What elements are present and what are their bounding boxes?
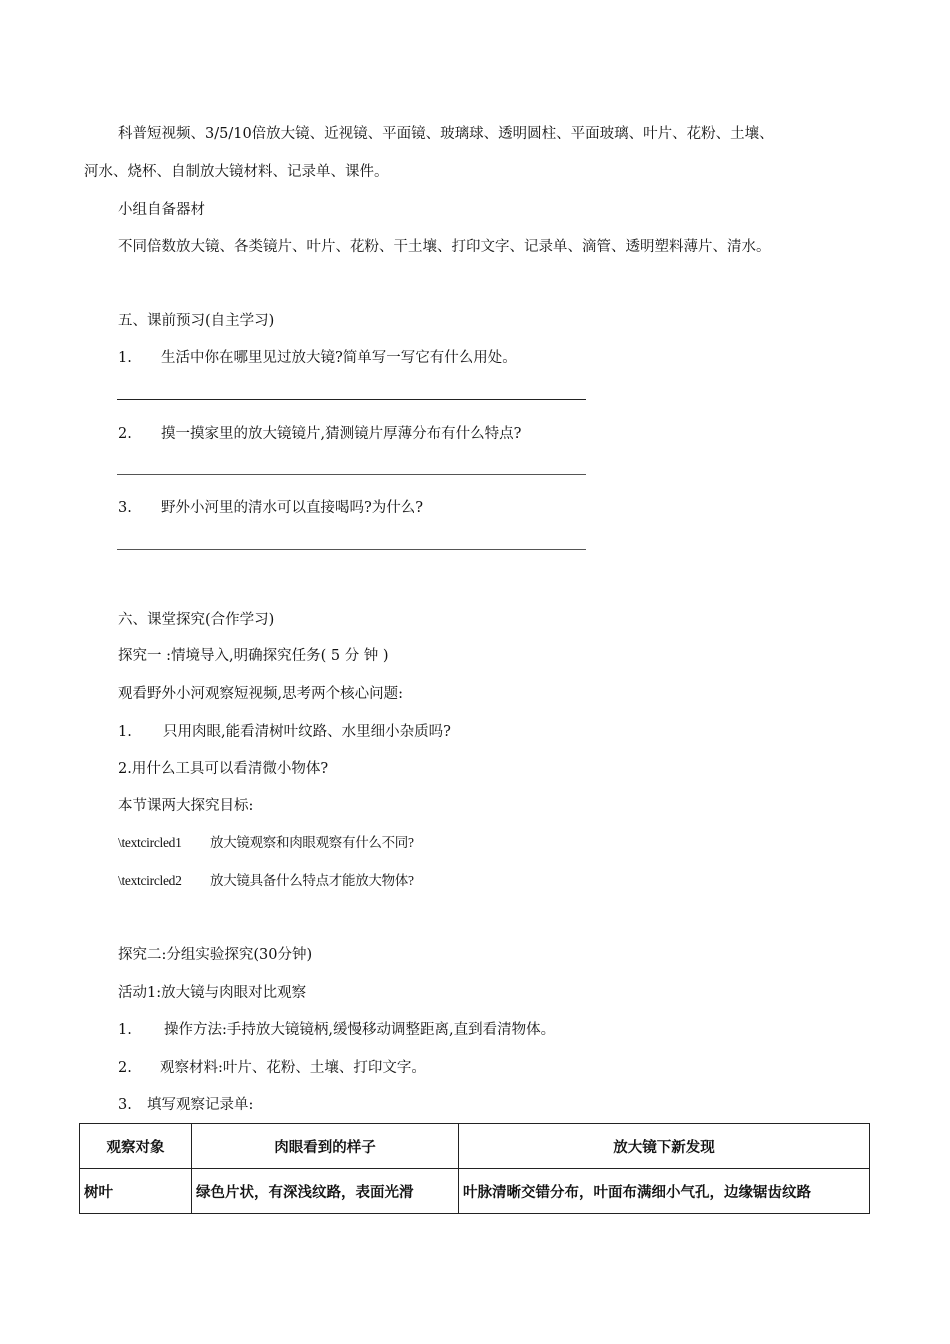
step-1-number: 1.: [118, 1022, 132, 1038]
table-header-row: [80, 1124, 870, 1169]
materials-line-1: 科普短视频、3/5/10倍放大镜、近视镜、平面镜、玻璃球、透明圆柱、平面玻璃、叶片、花粉、土壤、: [118, 126, 774, 142]
step-3-text: 填写观察记录单:: [147, 1097, 254, 1113]
inquiry-part1-title: 探究一 :情境导入,明确探究任务( 5 分 钟 ): [118, 648, 389, 664]
cell-object[interactable]: 树叶: [80, 1169, 192, 1214]
header-naked-eye: 肉眼看到的样子: [192, 1124, 459, 1169]
core-question-1-number: 1.: [118, 724, 132, 740]
goal-1-marker: \textcircled1: [118, 835, 182, 850]
inquiry-heading: 六、课堂探究(合作学习): [118, 612, 275, 628]
step-2-text: 观察材料:叶片、花粉、土壤、打印文字。: [160, 1060, 426, 1076]
step-3-number: 3.: [118, 1097, 132, 1113]
materials-line-2: 河水、烧杯、自制放大镜材料、记录单、课件。: [84, 164, 389, 180]
preview-q3-number: 3.: [118, 500, 132, 516]
preview-q1-number: 1.: [118, 350, 132, 366]
preview-q2-number: 2.: [118, 426, 132, 442]
answer-line-1[interactable]: [117, 399, 586, 400]
answer-line-3[interactable]: [117, 549, 586, 550]
table-row: [80, 1169, 870, 1214]
inquiry-part1-intro: 观看野外小河观察短视频,思考两个核心问题:: [118, 686, 403, 702]
cell-naked-eye[interactable]: 绿色片状，有深浅纹路，表面光滑: [192, 1169, 459, 1214]
step-1-text: 操作方法:手持放大镜镜柄,缓慢移动调整距离,直到看清物体。: [164, 1022, 556, 1038]
cell-magnifier[interactable]: 叶脉清晰交错分布，叶面布满细小气孔，边缘锯齿纹路: [459, 1169, 870, 1214]
core-question-2: 2.用什么工具可以看清微小物体?: [118, 761, 329, 777]
observation-record-table: [79, 1123, 870, 1214]
preview-q3-text: 野外小河里的清水可以直接喝吗?为什么?: [161, 500, 424, 516]
header-object: 观察对象: [80, 1124, 192, 1169]
activity-1-title: 活动1:放大镜与肉眼对比观察: [118, 985, 307, 1001]
inquiry-part2-title: 探究二:分组实验探究(30分钟): [118, 947, 313, 963]
preview-q2-text: 摸一摸家里的放大镜镜片,猜测镜片厚薄分布有什么特点?: [161, 426, 522, 442]
step-2-number: 2.: [118, 1060, 132, 1076]
preview-q1-text: 生活中你在哪里见过放大镜?简单写一写它有什么用处。: [161, 350, 517, 366]
goals-title: 本节课两大探究目标:: [118, 798, 254, 814]
goal-2-text: 放大镜具备什么特点才能放大物体?: [210, 873, 414, 888]
group-materials-title: 小组自备器材: [118, 202, 205, 218]
answer-line-2[interactable]: [117, 474, 586, 475]
header-magnifier: 放大镜下新发现: [459, 1124, 870, 1169]
goal-1-text: 放大镜观察和肉眼观察有什么不同?: [210, 835, 414, 850]
core-question-1-text: 只用肉眼,能看清树叶纹路、水里细小杂质吗?: [163, 724, 451, 740]
group-materials-list: 不同倍数放大镜、各类镜片、叶片、花粉、干土壤、打印文字、记录单、滴管、透明塑料薄片、清水。: [118, 239, 771, 255]
preview-heading: 五、课前预习(自主学习): [118, 313, 275, 329]
goal-2-marker: \textcircled2: [118, 873, 182, 888]
